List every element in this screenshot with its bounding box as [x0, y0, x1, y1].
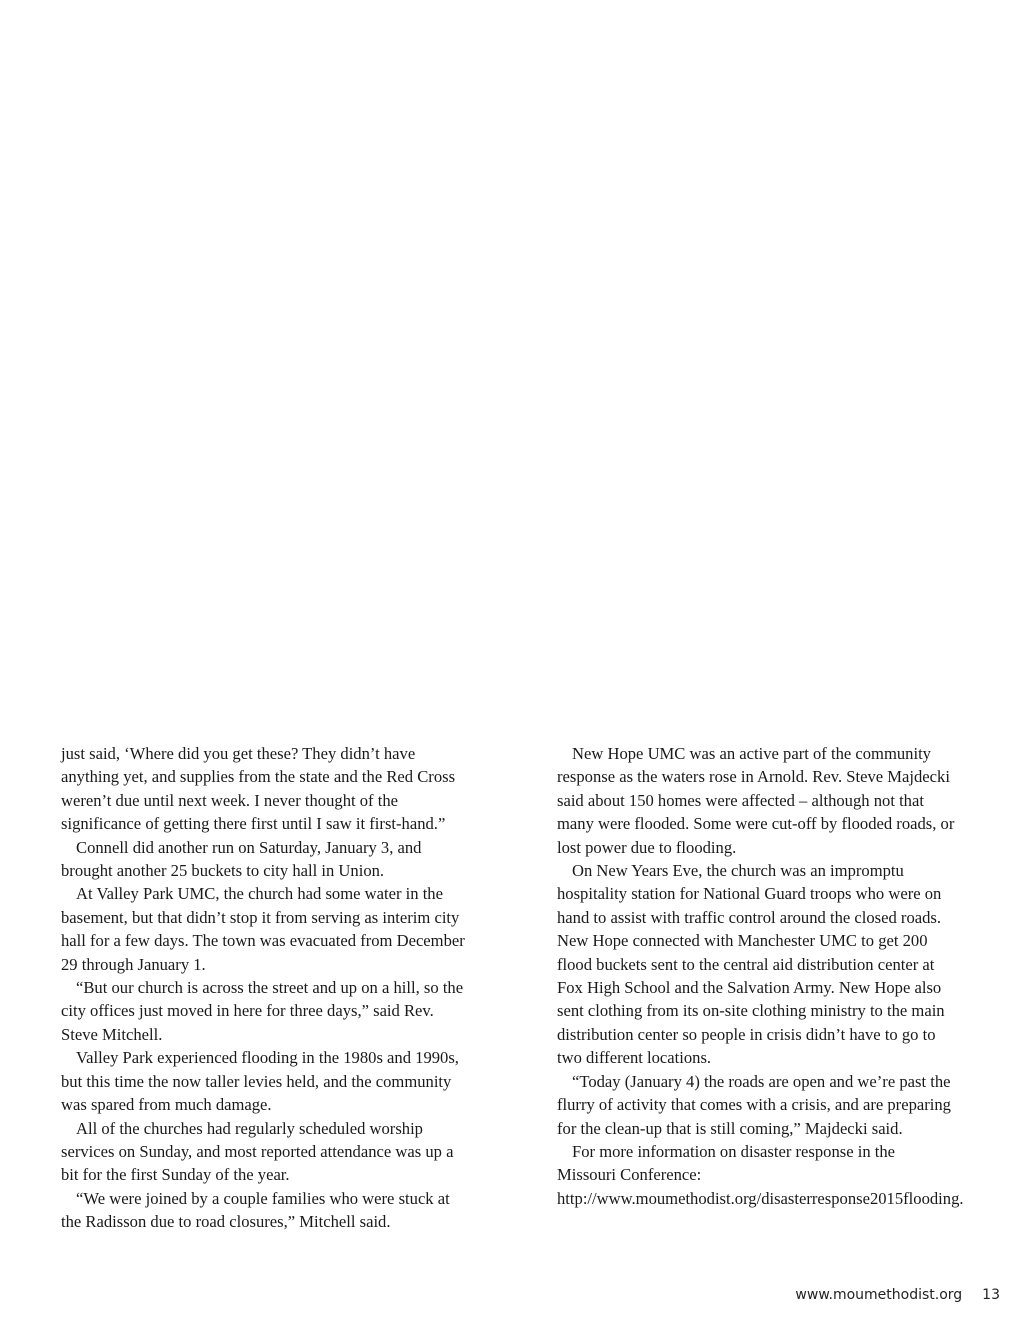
article-column-left	[61, 742, 473, 1234]
paragraph: just said, ‘Where did you get these? They didn’t have anything yet, and supplies from the state and the Red Cross weren’t due until next week. I never thought of the significance of getting there first until I saw it first-hand.”	[61, 744, 456, 834]
paragraph: On New Years Eve, the church was an impromptu hospitality station for National Guard troops who were on hand to assist with traffic control around the closed roads. New Hope connected with Manchester UMC to get 200 flood buckets sent to the central aid distribution center at Fox High School and the Salvation Army. New Hope also sent clothing from its on-site clothing ministry to the main distribution center so people in crisis didn’t have to go to two different locations.	[557, 861, 945, 1068]
paragraph: At Valley Park UMC, the church had some water in the basement, but that didn’t stop it from serving as interim city hall for a few days. The town was evacuated from December 29 through January 1.	[61, 884, 465, 974]
article-column-right	[557, 742, 964, 1210]
footer-website: www.moumethodist.org	[795, 1287, 963, 1303]
paragraph: For more information on disaster response in the Missouri Conference: http://www.moumethodist.org/disasterresponse2015flooding.	[557, 1141, 964, 1208]
paragraph: “Today (January 4) the roads are open and we’re past the flurry of activity that comes with a crisis, and are preparing for the clean-up that is still coming,” Majdecki said.	[557, 1071, 951, 1138]
paragraph: All of the churches had regularly scheduled worship services on Sunday, and most reported attendance was up a bit for the first Sunday of the year.	[61, 1118, 454, 1185]
paragraph: Valley Park experienced flooding in the 1980s and 1990s, but this time the now taller levies held, and the community was spared from much damage.	[61, 1048, 459, 1115]
paragraph: Connell did another run on Saturday, January 3, and brought another 25 buckets to city hall in Union.	[61, 837, 422, 881]
paragraph: New Hope UMC was an active part of the community response as the waters rose in Arnold. Rev. Steve Majdecki said about 150 homes were affected – although not that many were flooded. Some were cut-off by flooded roads, or lost power due to flooding.	[557, 744, 955, 857]
paragraph: “But our church is across the street and up on a hill, so the city offices just moved in here for three days,” said Rev. Steve Mitchell.	[61, 978, 464, 1044]
page-footer	[795, 1285, 1000, 1305]
page-number: 13	[982, 1287, 1000, 1303]
paragraph: “We were joined by a couple families who were stuck at the Radisson due to road closures,” Mitchell said.	[61, 1188, 450, 1232]
